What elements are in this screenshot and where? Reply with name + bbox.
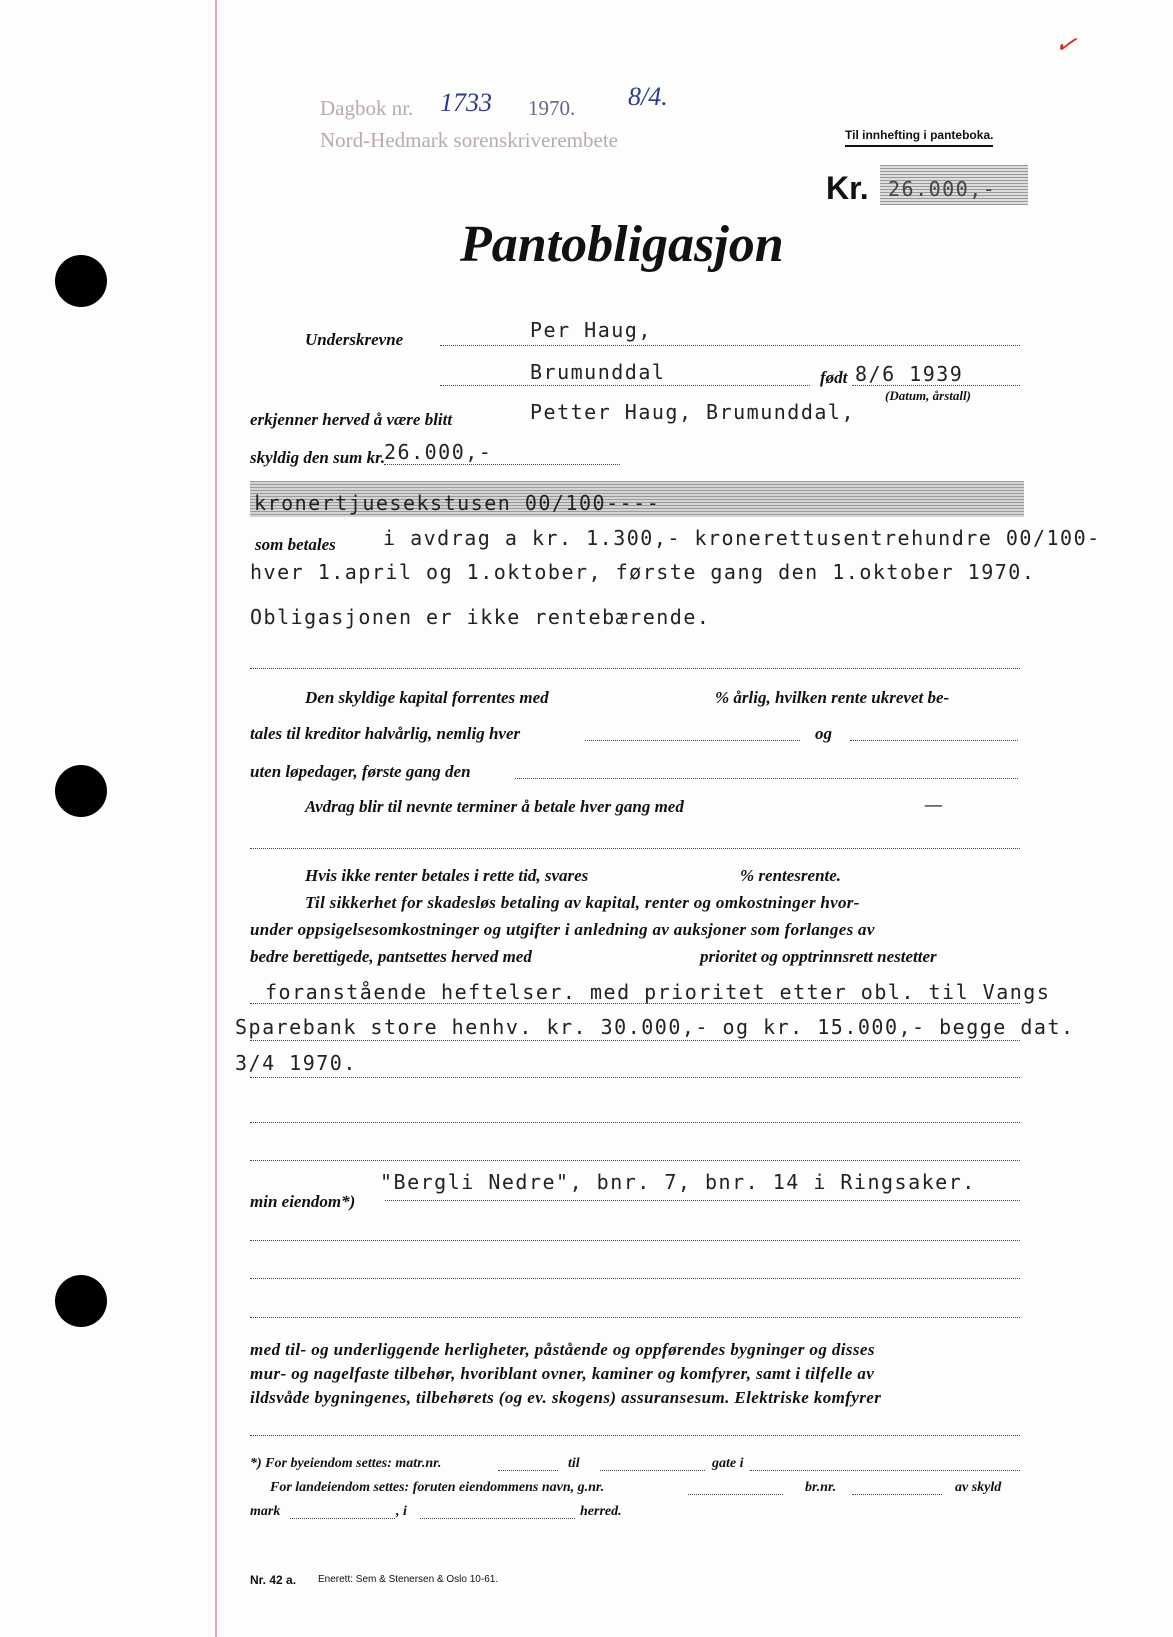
handwritten-number: 1733: [440, 88, 492, 117]
body-text: bedre berettigede, pantsettes herved med: [250, 947, 532, 966]
footnote-text: gate i: [712, 1456, 744, 1471]
underskrevne-value: Per Haug,: [530, 318, 652, 342]
margin-line: [215, 0, 217, 1637]
creditor-value: Petter Haug, Brumunddal,: [530, 400, 855, 424]
footnote-text: br.nr.: [805, 1480, 837, 1495]
kr-label: Kr.: [826, 170, 869, 206]
erkjenner-label: erkjenner herved å være blitt: [250, 410, 453, 429]
footnote-text: herred.: [580, 1504, 622, 1519]
stamp-office: Nord-Hedmark sorenskriverembete: [320, 128, 618, 152]
footnote-text: For landeiendom settes: foruten eiendommens navn, g.nr.: [270, 1480, 605, 1495]
betales-line-2: hver 1.april og 1.oktober, første gang den 1.oktober 1970.: [250, 560, 1036, 584]
property-label: min eiendom*): [250, 1192, 356, 1211]
body-text: prioritet og opptrinnsrett nestetter: [700, 947, 937, 966]
sum-value: 26.000,-: [384, 440, 493, 464]
place-value: Brumunddal: [530, 360, 666, 384]
footnote-text: , i: [396, 1504, 407, 1519]
betales-line-3: Obligasjonen er ikke rentebærende.: [250, 605, 711, 629]
datum-hint: (Datum, årstall): [885, 388, 971, 403]
body-text: med til- og underliggende herligheter, påstående og oppførendes bygninger og disses: [250, 1340, 875, 1359]
property-typed: "Bergli Nedre", bnr. 7, bnr. 14 i Ringsaker.: [380, 1170, 976, 1194]
fodt-label: født: [820, 368, 848, 387]
punch-hole: [55, 765, 107, 817]
typed-text: 3/4 1970.: [235, 1051, 357, 1075]
footnote-text: til: [568, 1456, 580, 1471]
betales-label: som betales: [255, 535, 336, 554]
body-text: Til sikkerhet for skadesløs betaling av kapital, renter og omkostninger hvor-: [305, 893, 860, 912]
typed-text: foranstående heftelser. med prioritet etter obl. til Vangs: [265, 980, 1051, 1004]
typed-text: Sparebank store henhv. kr. 30.000,- og kr. 15.000,- begge dat.: [235, 1015, 1075, 1039]
body-text: Hvis ikke renter betales i rette tid, svares: [305, 866, 589, 885]
footnote-text: mark: [250, 1504, 281, 1519]
handwritten-date: 8/4.: [628, 82, 668, 111]
body-text: % rentesrente.: [740, 866, 842, 885]
betales-line-1: i avdrag a kr. 1.300,- kronerettusentrehundre 00/100-: [383, 526, 1101, 550]
header-note: Til innhefting i panteboka.: [845, 128, 993, 147]
document-title: Pantobligasjon: [460, 216, 784, 273]
body-text: —: [925, 795, 942, 814]
body-text: uten løpedager, første gang den: [250, 762, 471, 781]
body-text: ildsvåde bygningenes, tilbehørets (og ev. skogens) assuransesum. Elektriske komfyrer: [250, 1388, 882, 1407]
footnote-text: *) For byeiendom settes: matr.nr.: [250, 1456, 442, 1471]
body-text: mur- og nagelfaste tilbehør, hvoriblant ovner, kaminer og komfyrer, samt i tilfelle av: [250, 1364, 875, 1383]
fodt-value: 8/6 1939: [855, 362, 964, 386]
body-text: og: [815, 724, 832, 743]
body-text: tales til kreditor halvårlig, nemlig hver: [250, 724, 521, 743]
kr-value: 26.000,-: [880, 165, 1028, 205]
punch-hole: [55, 255, 107, 307]
body-text: % årlig, hvilken rente ukrevet be-: [715, 688, 950, 707]
stamp-dagbok: Dagbok nr.: [320, 96, 414, 120]
red-check-mark: ✓: [1052, 28, 1080, 61]
skyldig-label: skyldig den sum kr.: [250, 448, 386, 467]
footnote-text: av skyld: [955, 1480, 1002, 1495]
punch-hole: [55, 1275, 107, 1327]
body-text: Den skyldige kapital forrentes med: [305, 688, 549, 707]
handwritten-year: 1970.: [528, 96, 576, 120]
form-publisher: Enerett: Sem & Stenersen & Oslo 10-61.: [318, 1574, 499, 1585]
underskrevne-label: Underskrevne: [305, 330, 404, 349]
body-text: under oppsigelsesomkostninger og utgifter i anledning av auksjoner som forlanges av: [250, 920, 875, 939]
sum-words: kronertjuesekstusen 00/100----: [250, 481, 1024, 517]
form-number: Nr. 42 a.: [250, 1573, 297, 1587]
body-text: Avdrag blir til nevnte terminer å betale hver gang med: [305, 797, 684, 816]
